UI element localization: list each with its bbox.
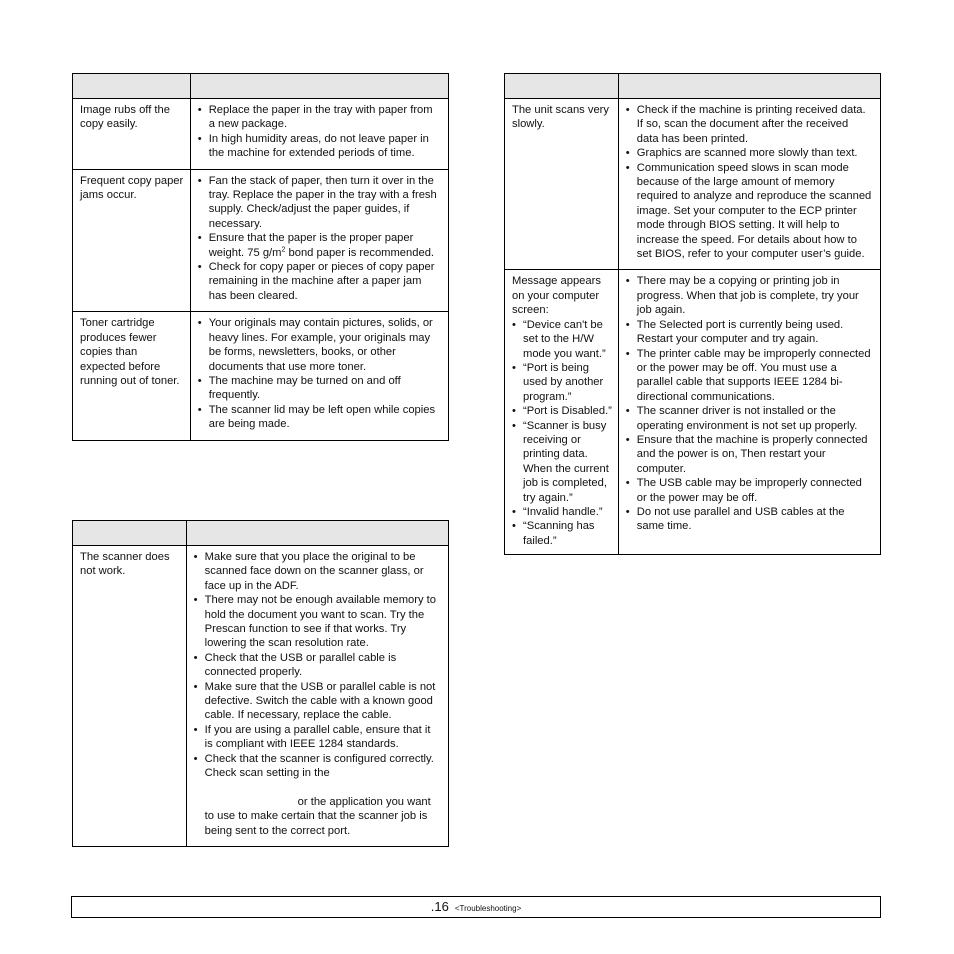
solution-cell: [190, 169, 448, 312]
solution-cell: [190, 99, 448, 170]
solution-item: • Check that the USB or parallel cable is connected properly.: [194, 651, 441, 680]
solution-item: • Check for copy paper or pieces of copy paper remaining in the machine after a paper jam has been cleared.: [198, 260, 441, 303]
solution-text: Ensure that the paper is the proper paper weight. 75 g/m: [208, 232, 414, 259]
superscript: 2: [281, 245, 286, 253]
solution-cell: [618, 270, 880, 555]
section-label: <Troubleshooting>: [454, 904, 522, 913]
condition-cell: [505, 270, 619, 555]
table-row: [505, 99, 881, 270]
message-item: • “Port is being used by another program.”: [512, 361, 614, 404]
solution-item: • Make sure that you place the original to be scanned face down on the scanner glass, or face up in the ADF.: [194, 550, 441, 593]
solution-item: • Ensure that the machine is properly connected and the power is on, Then restart your computer.: [626, 433, 873, 476]
solution-item: • Replace the paper in the tray with paper from a new package.: [198, 103, 441, 132]
message-item: • “Scanner is busy receiving or printing data. When the current job is completed, try again.”: [512, 419, 614, 505]
message-item: • “Port is Disabled.”: [512, 404, 614, 418]
solution-text: Check that the scanner is configured correctly. Check scan setting in the: [204, 752, 434, 780]
solution-item: • The printer cable may be improperly connected or the power may be off. You must use a parallel cable that supports IEEE 1284 bi-directional communications.: [626, 347, 873, 405]
scan-problems-table: [72, 520, 449, 847]
solution-item: • The scanner lid may be left open while copies are being made.: [198, 403, 441, 432]
message-item: • “Device can't be set to the H/W mode you want.”: [512, 318, 614, 361]
page-number: .16: [430, 899, 449, 914]
table-header-row: [73, 74, 449, 99]
solution-cell: [190, 312, 448, 440]
condition-header: [73, 74, 191, 99]
solution-cell: [618, 99, 880, 270]
table-header-row: [505, 74, 881, 99]
page-footer: [71, 896, 881, 918]
solution-item: • Graphics are scanned more slowly than text.: [626, 146, 873, 160]
solution-item: • If you are using a parallel cable, ensure that it is compliant with IEEE 1284 standards.: [194, 723, 441, 752]
table-row: [73, 169, 449, 312]
condition-cell: Toner cartridge produces fewer copies than expected before running out of toner.: [73, 312, 191, 440]
message-item: • “Invalid handle.”: [512, 505, 614, 519]
solution-item: • Fan the stack of paper, then turn it over in the tray. Replace the paper in the tray with a fresh supply. Check/adjust the paper guides, if necessary.: [198, 174, 441, 232]
condition-cell: The unit scans very slowly.: [505, 99, 619, 270]
solution-item: • Communication speed slows in scan mode because of the large amount of memory required to analyze and reproduce the scanned image. Set your computer to the ECP printer mode through BIOS setting. It will help to increase the speed. For details about how to set BIOS, refer to your computer user’s guide.: [626, 161, 873, 262]
condition-cell: The scanner does not work.: [73, 546, 187, 847]
solution-item: • Make sure that the USB or parallel cable is not defective. Switch the cable with a known good cable. If necessary, replace the cable.: [194, 680, 441, 723]
message-item: • “Scanning has failed.”: [512, 519, 614, 548]
solution-header: [186, 521, 448, 546]
solution-item: • The scanner driver is not installed or the operating environment is not set up properly.: [626, 404, 873, 433]
solution-cell: [186, 546, 448, 847]
solution-item: [198, 231, 441, 260]
solution-item: • There may not be enough available memory to hold the document you want to scan. Try the Prescan function to see if that works. Try lowering the scan resolution rate.: [194, 593, 441, 651]
solution-text: or the application you want to use to make certain that the scanner job is being sent to the correct port.: [204, 795, 431, 837]
solution-item: • There may be a copying or printing job in progress. When that job is complete, try your job again.: [626, 274, 873, 317]
condition-cell: Frequent copy paper jams occur.: [73, 169, 191, 312]
solution-item: • Check if the machine is printing received data. If so, scan the document after the received data has been printed.: [626, 103, 873, 146]
message-list: [512, 318, 614, 549]
solution-item: • In high humidity areas, do not leave paper in the machine for extended periods of time.: [198, 132, 441, 161]
condition-header: [73, 521, 187, 546]
table-row: [505, 270, 881, 555]
condition-header: [505, 74, 619, 99]
solution-item: [194, 752, 441, 838]
table-header-row: [73, 521, 449, 546]
table-row: [73, 99, 449, 170]
solution-header: [190, 74, 448, 99]
solution-header: [618, 74, 880, 99]
solution-text: bond paper is recommended.: [285, 246, 435, 259]
solution-item: • Do not use parallel and USB cables at the same time.: [626, 505, 873, 534]
solution-item: • The machine may be turned on and off frequently.: [198, 374, 441, 403]
table-row: [73, 312, 449, 440]
scan-problems-table-continued: [504, 73, 881, 555]
condition-cell: Image rubs off the copy easily.: [73, 99, 191, 170]
condition-text: Message appears on your computer screen:: [512, 275, 601, 317]
table-row: [73, 546, 449, 847]
copy-problems-table: [72, 73, 449, 441]
solution-item: • The Selected port is currently being used. Restart your computer and try again.: [626, 318, 873, 347]
solution-item: • The USB cable may be improperly connected or the power may be off.: [626, 476, 873, 505]
solution-item: • Your originals may contain pictures, solids, or heavy lines. For example, your originals may be forms, newsletters, books, or other documents that use more toner.: [198, 316, 441, 374]
